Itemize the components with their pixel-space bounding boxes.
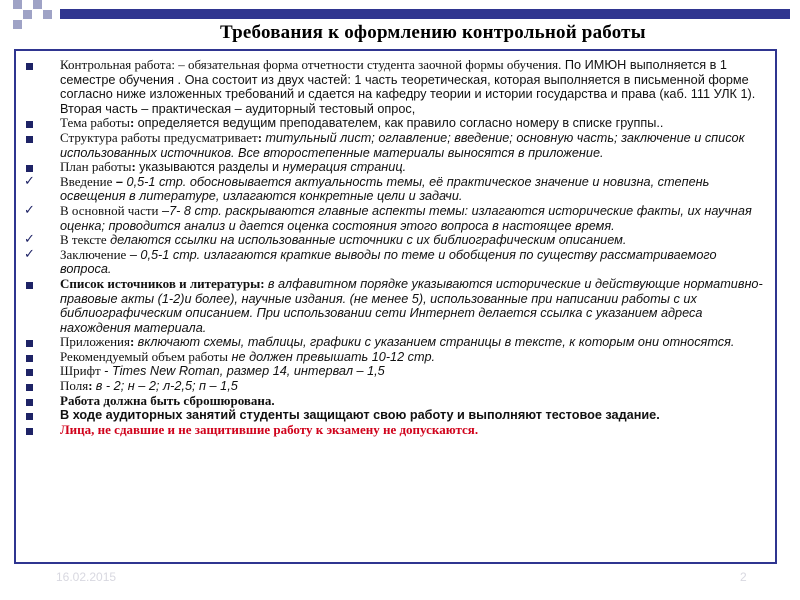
list-item: План работы: указываются разделы и нумерация страниц. xyxy=(16,160,766,175)
slide-title: Требования к оформлению контрольной работы xyxy=(220,22,646,43)
corner-decoration xyxy=(0,0,60,30)
list-item: ✓ В тексте делаются ссылки на использованные источники с их библиографическим описанием. xyxy=(24,232,627,248)
square-bullet-icon xyxy=(26,399,33,406)
list-item: В ходе аудиторных занятий студенты защищают свою работу и выполняют тестовое задание. xyxy=(16,408,766,423)
square-bullet-icon xyxy=(26,165,33,172)
square-bullet-icon xyxy=(26,63,33,70)
square-bullet-icon xyxy=(26,369,33,376)
square-bullet-icon xyxy=(26,384,33,391)
list-item: Поля: в - 2; н – 2; л-2,5; п – 1,5 xyxy=(16,379,766,394)
list-item: Контрольная работа: – обязательная форма отчетности студента заочной формы обучения. По ИМЮН выполняется в 1 семестре обучения . Она состоит из двух частей: 1 часть теоретическая, которая выполняется в письменной форме согласно ниже изложенных требований и сдается на кафедру теории и истории государства и права (каб. 111 УЛК 1). Вторая часть – практическая – аудиторный тестовый опрос, xyxy=(16,58,766,116)
list-item: Шрифт - Times New Roman, размер 14, интервал – 1,5 xyxy=(16,364,766,379)
requirements-list xyxy=(16,50,766,437)
list-item: ✓ Заключение – 0,5-1 стр. излагаются краткие выводы по теме и обобщения по существу рассматриваемого вопроса. xyxy=(24,246,717,277)
top-accent-bar xyxy=(60,9,790,19)
square-bullet-icon xyxy=(26,428,33,435)
list-item: Работа должна быть сброшюрована. xyxy=(16,394,766,409)
square-bullet-icon xyxy=(26,121,33,128)
footer-date: 16.02.2015 xyxy=(56,570,117,584)
square-bullet-icon xyxy=(26,340,33,347)
list-item: ✓ Введение – 0,5-1 стр. обосновывается актуальность темы, её практическое значение и новизна, степень освещения в литературе, излагаются конкретные цели и задачи. xyxy=(24,173,710,204)
page-number: 2 xyxy=(740,570,747,584)
list-item: Лица, не сдавшие и не защитившие работу к экзамену не допускаются. xyxy=(16,423,766,438)
square-bullet-icon xyxy=(26,136,33,143)
checkmark-icon: ✓ xyxy=(24,232,35,248)
checkmark-icon: ✓ xyxy=(24,246,35,262)
checkmark-icon: ✓ xyxy=(24,202,35,218)
list-item: Приложения: включают схемы, таблицы, графики с указанием страницы в тексте, к которым они относятся. xyxy=(16,335,766,350)
square-bullet-icon xyxy=(26,355,33,362)
list-item: Рекомендуемый объем работы не должен превышать 10-12 стр. xyxy=(16,350,766,365)
square-bullet-icon xyxy=(26,282,33,289)
list-item: Структура работы предусматривает: титульный лист; оглавление; введение; основную часть; заключение и список использованных источников. Все второстепенные материалы выносятся в приложение. xyxy=(16,131,766,160)
list-item: Тема работы: определяется ведущим преподавателем, как правило согласно номеру в списке группы.. xyxy=(16,116,766,131)
list-item: Список источников и литературы: в алфавитном порядке указываются исторические и действующие нормативно-правовые акты (1-2)и более), научные издания. (не менее 5), использованные при написании работы с их библиографическим описанием. При использовании сети Интернет делается ссылка с указанием адреса нахождения материала. xyxy=(16,277,766,335)
square-bullet-icon xyxy=(26,413,33,420)
checkmark-icon: ✓ xyxy=(24,173,35,189)
list-item: ✓ В основной части –7- 8 стр. раскрываются главные аспекты темы: излагаются исторические факты, их научная оценка; проводится анализ и дается оценка состояния этого вопроса в настоящее время. xyxy=(24,202,752,233)
